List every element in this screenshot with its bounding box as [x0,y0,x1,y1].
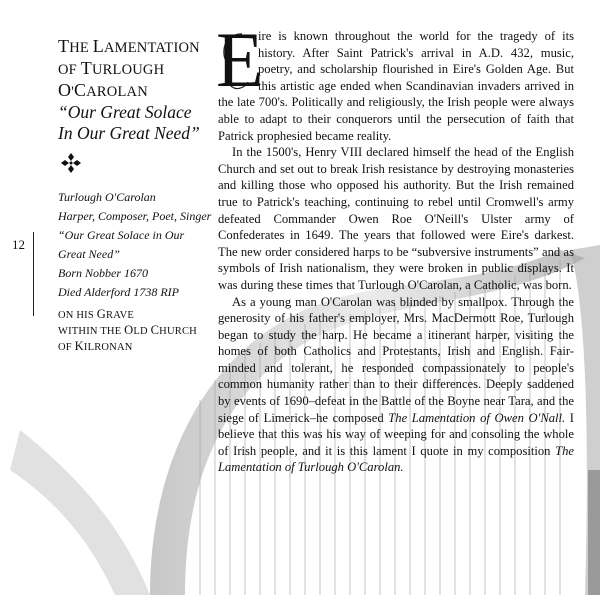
title-line: OF TURLOUGH [58,58,165,78]
grave-line: OF KILRONAN [58,339,133,353]
paragraph [216,16,574,144]
info-line: Died Alderford 1738 RIP [58,285,179,299]
info-line: Great Need” [58,247,120,261]
work-title: The Lamentation of Owen O'Nall. [388,410,566,425]
info-line: Harper, Composer, Poet, Singer [58,209,212,223]
grave-inscription [58,307,208,355]
ornament-icon [60,152,82,174]
info-line: Born Nobber 1670 [58,266,148,280]
paragraph [218,294,574,477]
grave-line: ON HIS GRAVE [58,307,135,321]
grave-line: WITHIN THE OLD CHURCH [58,323,197,337]
sidebar [58,36,212,355]
page-number: 12 [12,237,25,252]
body-text [216,16,574,476]
info-line: “Our Great Solace in Our [58,228,185,242]
subtitle-line: “Our Great Solace [58,102,192,122]
info-line: Turlough O'Carolan [58,190,156,204]
title-line: THE LAMENTATION [58,36,200,56]
paragraph: In the 1500's, Henry VIII declared himself the head of the English Church and set out to break Irish resistance by destroying monasteries and killing those who opposed his authority. But the Irish remained true to Patrick's teaching, continuing to rebel until Cromwell's army defeated Commander Owen Roe O'Neill's Ulster army of Confederates in 1649. The years that followed were Eire's darkest. The new order considered harps to be “subversive instruments” and as symbols of Irish nationalism, they were broken in public displays. It was during these times that Turlough O'Carolan, a Catholic, was born. [218,145,574,292]
paragraph-text: I believe that this was his way of weeping for and consoling the whole of Irish people, and it is this lament I quote in my composition [218,410,574,458]
paragraph-text: ire is known throughout the world for the tragedy of its history. After Saint Patrick's arrival in A.D. 432, music, poetry, and scholarship flourished in Eire's Golden Age. But this artistic age ended when Scandinavian invaders arrived in the late 700's. Politically and religiously, the Irish people were always able to adapt to their conquerors until the persecution of faith that Patrick prophesied became reality. [218,29,574,143]
title-line: O'CAROLAN [58,80,148,100]
drop-cap: E [216,16,264,103]
paragraph-text: As a young man O'Carolan was blinded by smallpox. Through the generosity of his father's employer, Mrs. MacDermott Roe, Turlough began to study the harp. He became a itinerant harper, visiting the homes of both Catholics and Protestants, Irish and English. Fair-minded and tolerant, he responded compassionately to people's common humanity rather than to their differences. Deeply saddened by events of 1690–defeat in the Battle of the Boyne near Tara, and the siege of Limerick–he composed [218,294,574,425]
composer-info [58,188,212,302]
work-title: The Lamentation of Turlough O'Carolan. [218,443,574,475]
subtitle-line: In Our Great Need” [58,123,200,143]
margin-rule [33,232,34,316]
